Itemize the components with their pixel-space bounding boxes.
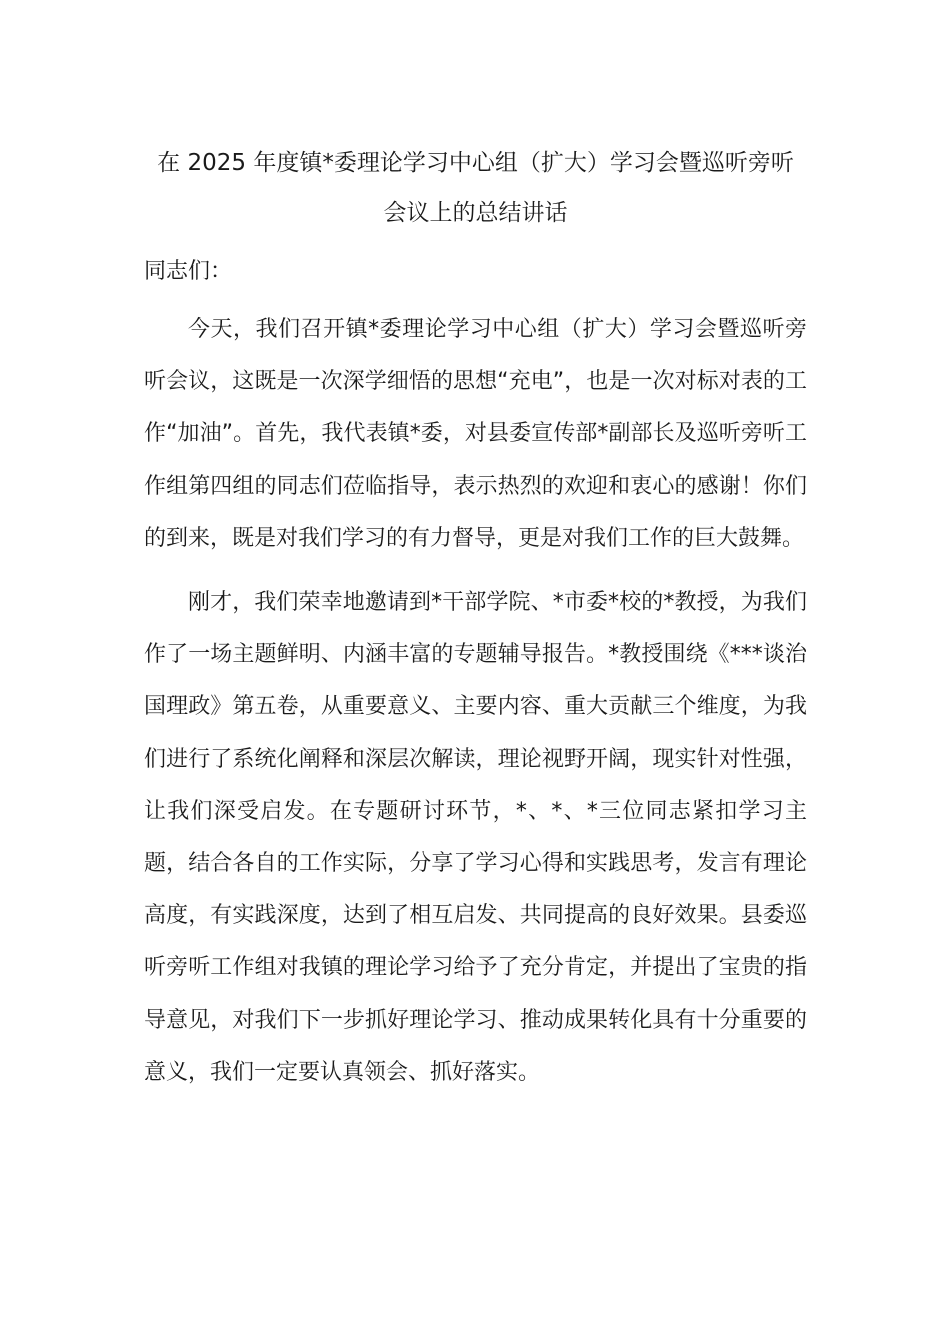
greeting: 同志们：	[144, 259, 233, 284]
paragraph-1: 今天，我们召开镇*委理论学习中心组（扩大）学习会暨巡听旁听会议，这既是一次深学细悟的思想“充电”，也是一次对标对表的工作“加油”。首先，我代表镇*委，对县委宣传部*副部长及巡听旁听工作组第四组的同志们莅临指导，表示热烈的欢迎和衷心的感谢！你们的到来，既是对我们学习的有力督导，更是对我们工作的巨大鼓舞。	[144, 317, 807, 551]
title-line-1: 在 2025 年度镇*委理论学习中心组（扩大）学习会暨巡听旁听	[157, 150, 794, 176]
document-body	[144, 138, 807, 1099]
paragraph-2: 刚才，我们荣幸地邀请到*干部学院、*市委*校的*教授，为我们作了一场主题鲜明、内涵丰富的专题辅导报告。*教授围绕《***谈治国理政》第五卷，从重要意义、主要内容、重大贡献三个维度，为我们进行了系统化阐释和深层次解读，理论视野开阔，现实针对性强，让我们深受启发。在专题研讨环节，*、*、*三位同志紧扣学习主题，结合各自的工作实际，分享了学习心得和实践思考，发言有理论高度，有实践深度，达到了相互启发、共同提高的良好效果。县委巡听旁听工作组对我镇的理论学习给予了充分肯定，并提出了宝贵的指导意见，对我们下一步抓好理论学习、推动成果转化具有十分重要的意义，我们一定要认真领会、抓好落实。	[144, 590, 807, 1085]
title-line-2: 会议上的总结讲话	[383, 200, 568, 226]
document-title	[144, 138, 807, 238]
